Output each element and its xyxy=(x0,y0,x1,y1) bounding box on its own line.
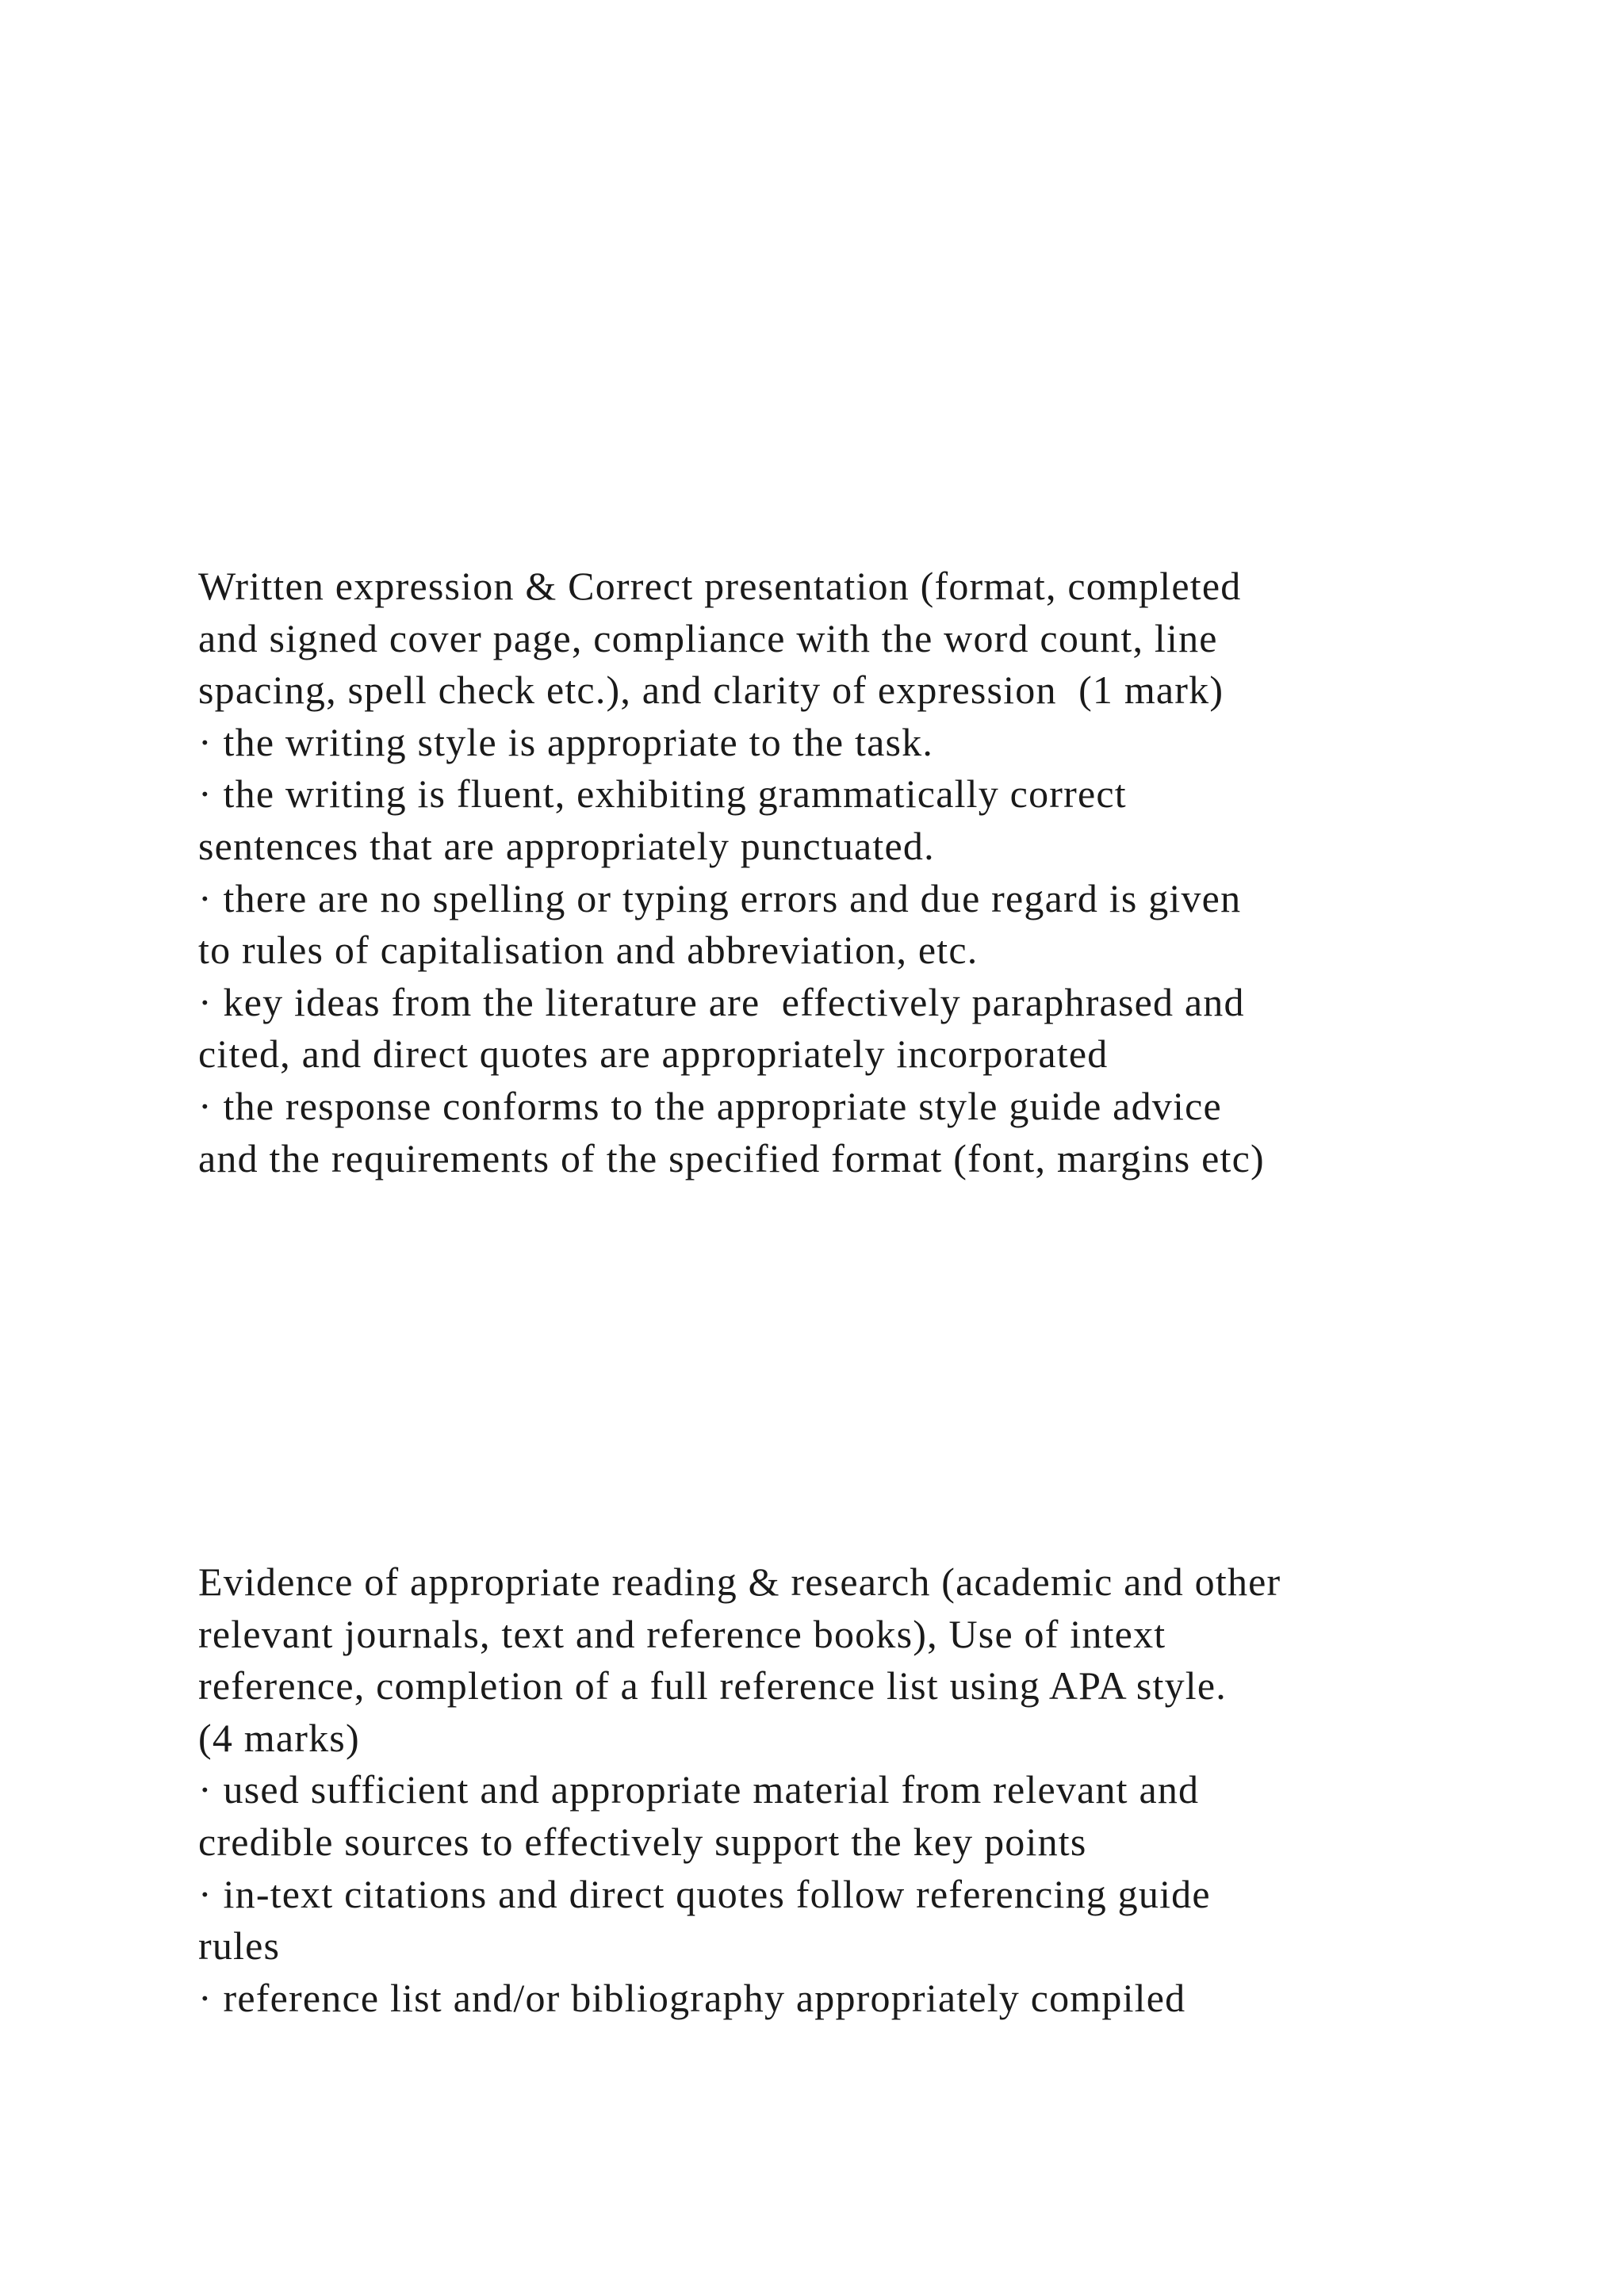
criterion-line: sentences that are appropriately punctuated. xyxy=(198,823,935,868)
criterion-line: cited, and direct quotes are appropriately incorporated xyxy=(198,1031,1109,1077)
section-heading-line: spacing, spell check etc.), and clarity of expression (1 mark) xyxy=(198,668,1224,713)
section-heading-line: reference, completion of a full reference list using APA style. xyxy=(198,1663,1227,1709)
criterion-line: rules xyxy=(198,1923,281,1969)
criterion-line: · there are no spelling or typing errors and due regard is given xyxy=(198,875,1242,920)
criteria-section-reading-research xyxy=(198,1556,1546,2024)
criterion-line: · the writing is fluent, exhibiting grammatically correct xyxy=(198,771,1127,817)
section-heading-line: and signed cover page, compliance with the word count, line xyxy=(198,615,1218,660)
criterion-line: and the requirements of the specified format (font, margins etc) xyxy=(198,1135,1265,1181)
section-heading-line: Evidence of appropriate reading & research (academic and other xyxy=(198,1559,1281,1604)
criterion-line: · reference list and/or bibliography appropriately compiled xyxy=(198,1975,1186,2020)
criterion-line: · the response conforms to the appropriate style guide advice xyxy=(198,1083,1222,1128)
criterion-line: · key ideas from the literature are effectively paraphrased and xyxy=(198,979,1245,1024)
criteria-section-written-expression xyxy=(198,561,1546,1184)
criterion-line: to rules of capitalisation and abbreviation, etc. xyxy=(198,928,979,973)
criterion-line: · in-text citations and direct quotes follow referencing guide xyxy=(198,1871,1211,1916)
section-heading-line: (4 marks) xyxy=(198,1715,360,1760)
criterion-line: credible sources to effectively support the key points xyxy=(198,1819,1087,1864)
criterion-line: · the writing style is appropriate to the task. xyxy=(198,719,934,764)
criterion-line: · used sufficient and appropriate material from relevant and xyxy=(198,1767,1200,1812)
section-heading-line: relevant journals, text and reference books), Use of intext xyxy=(198,1611,1166,1656)
section-heading-line: Written expression & Correct presentation (format, completed xyxy=(198,564,1242,608)
